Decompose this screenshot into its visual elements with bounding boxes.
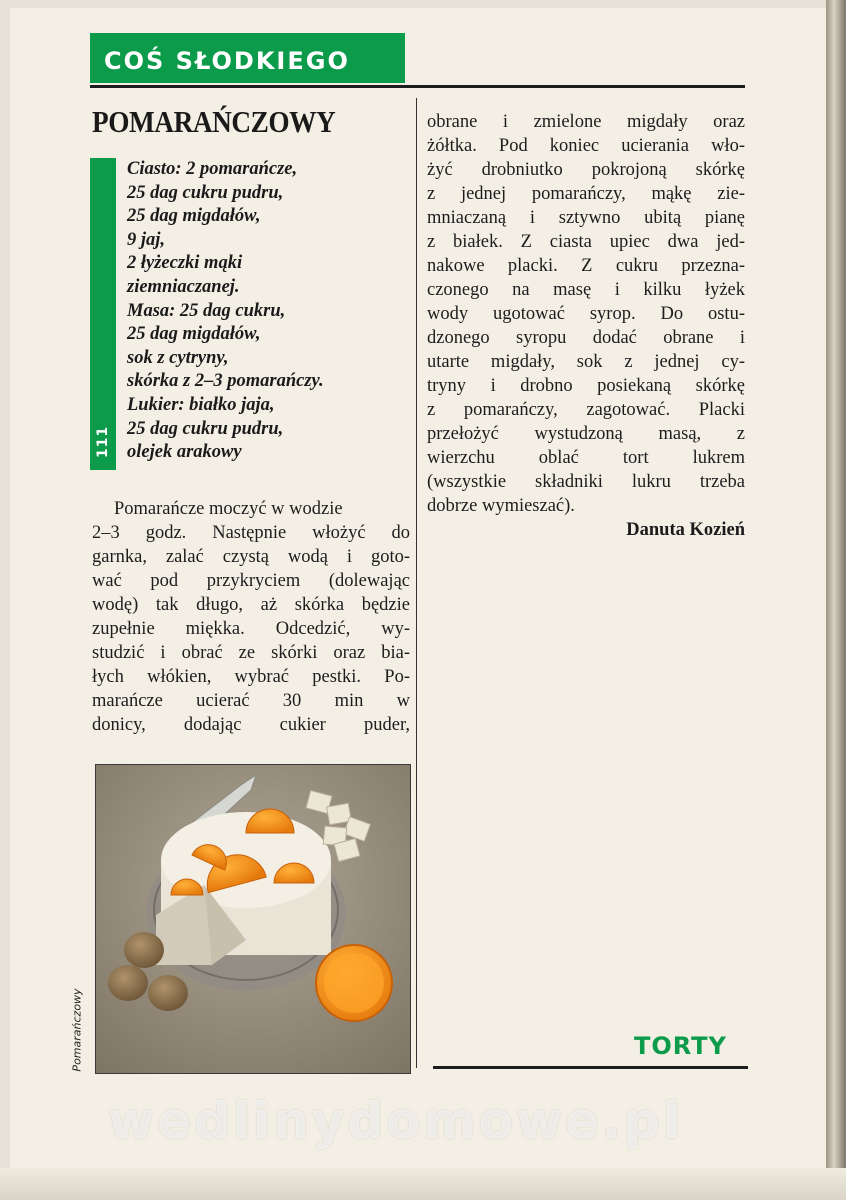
- text-line: przełożyć wystudzoną masą, z: [427, 424, 745, 444]
- ingredient-line: 25 dag migdałów,: [127, 206, 261, 227]
- text-line: (wszystkie składniki lukru trzeba: [427, 472, 745, 492]
- text-line: dzonego syropu dodać obrane i: [427, 328, 745, 348]
- text-line: garnka, zalać czystą wodą i goto-: [92, 547, 410, 567]
- text-line: Pomarańcze moczyć w wodzie: [114, 499, 343, 519]
- ingredient-line: olejek arakowy: [127, 442, 242, 463]
- text-line: żyć drobniutko pokrojoną skórkę: [427, 160, 745, 180]
- ingredient-line: 9 jaj,: [127, 229, 166, 250]
- cake-illustration: [96, 765, 410, 1073]
- ingredient-line: Lukier: białko jaja,: [127, 394, 275, 415]
- text-line: wody ugotować syrop. Do ostu-: [427, 304, 745, 324]
- text-line: czonego na masę i kilku łyżek: [427, 280, 745, 300]
- text-line: dobrze wymieszać).: [427, 496, 575, 516]
- method-text-left: [92, 497, 410, 737]
- text-line: donicy, dodając cukier puder,: [92, 715, 410, 735]
- text-line: z białek. Z ciasta upiec dwa jed-: [427, 232, 745, 252]
- cake-photo: [95, 764, 411, 1074]
- text-line: studzić i obrać ze skórki oraz bia-: [92, 643, 410, 663]
- ingredient-line: 25 dag cukru pudru,: [127, 418, 284, 439]
- column-divider: [416, 98, 417, 1068]
- ingredient-line: ziemniaczanej.: [127, 276, 240, 297]
- text-line: żółtka. Pod koniec ucierania wło-: [427, 136, 745, 156]
- ingredient-line: sok z cytryny,: [127, 347, 229, 368]
- text-line: wierzchu oblać tort lukrem: [427, 448, 745, 468]
- header-rule: [90, 85, 745, 88]
- recipe-author: Danuta Kozień: [626, 520, 745, 540]
- book-edge-bottom: [0, 1168, 846, 1200]
- text-line: marańcze ucierać 30 min w: [92, 691, 410, 711]
- text-line: z jednej pomarańczy, mąkę zie-: [427, 184, 745, 204]
- photo-caption: Pomarańczowy: [70, 988, 84, 1072]
- text-line: tryny i drobno posiekaną skórkę: [427, 376, 745, 396]
- page-number: 111: [95, 425, 111, 459]
- text-line: wać pod przykryciem (dolewając: [92, 571, 410, 591]
- ingredient-line: 25 dag cukru pudru,: [127, 182, 284, 203]
- book-edge-right: [826, 0, 846, 1200]
- section-header-title: COŚ SŁODKIEGO: [104, 47, 350, 75]
- ingredient-line: skórka z 2–3 pomarańczy.: [127, 371, 324, 392]
- ingredient-line: 2 łyżeczki mąki: [127, 253, 243, 274]
- text-line: łych włókien, wybrać pestki. Po-: [92, 667, 410, 687]
- watermark: wedlinydomowe.pl: [108, 1092, 683, 1150]
- ingredient-line: Ciasto: 2 pomarańcze,: [127, 159, 298, 179]
- method-text-right: [427, 110, 745, 518]
- text-line: utarte migdały, sok z jednej cy-: [427, 352, 745, 372]
- text-line: 2–3 godz. Następnie włożyć do: [92, 523, 410, 543]
- text-line: wodę) tak długo, aż skórka będzie: [92, 595, 410, 615]
- text-line: zupełnie miękka. Odcedzić, wy-: [92, 619, 410, 639]
- ingredient-line: Masa: 25 dag cukru,: [127, 300, 286, 321]
- category-label: TORTY: [634, 1032, 727, 1060]
- text-line: z pomarańczy, zagotować. Placki: [427, 400, 745, 420]
- text-line: nakowe placki. Z cukru przezna-: [427, 256, 745, 276]
- text-line: obrane i zmielone migdały oraz: [427, 112, 745, 132]
- recipe-title: POMARAŃCZOWY: [92, 104, 336, 139]
- text-line: mniaczaną i sztywno ubitą pianę: [427, 208, 745, 228]
- ingredients-list: [127, 158, 324, 465]
- footer-rule: [433, 1066, 748, 1069]
- ingredient-line: 25 dag migdałów,: [127, 324, 261, 345]
